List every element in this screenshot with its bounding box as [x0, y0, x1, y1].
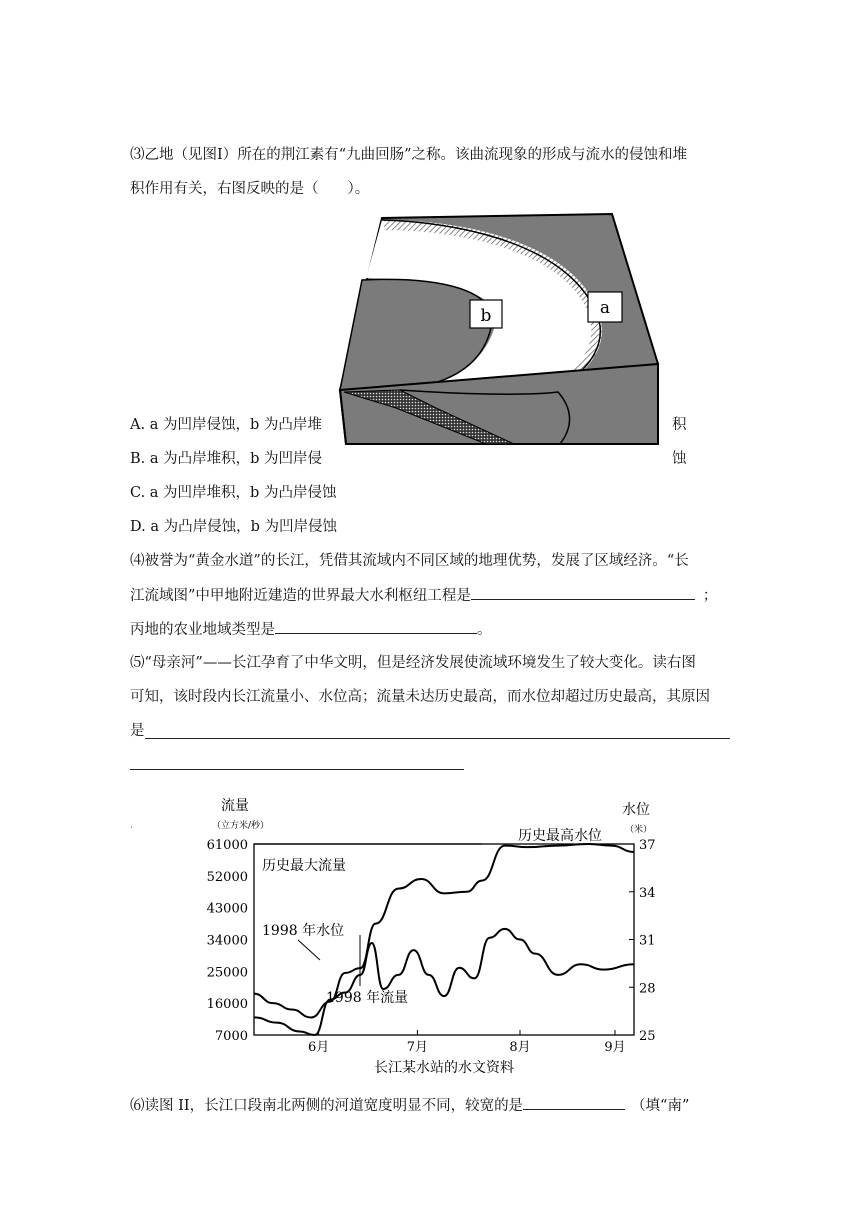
left-axis-label: 流量 [221, 798, 249, 814]
q3-text-line2: 积作用有关，右图反映的是（ ）。 [130, 181, 370, 197]
q4-line3-text: 丙地的农业地域类型是 [130, 622, 275, 638]
chart-title: 长江某水站的水文资料 [374, 1060, 514, 1076]
x-tick-label: 8月 [509, 1040, 531, 1055]
annotation-1998-level-pointer [298, 940, 320, 960]
q3-text-line1: ⑶乙地（见图Ⅰ）所在的荆江素有“九曲回肠”之称。该曲流现象的形成与流水的侵蚀和堆 [130, 147, 688, 163]
q5-answer-blank-1[interactable] [145, 738, 730, 739]
tiny-mark: · [130, 823, 133, 832]
annotation-1998-flow: 1998 年流量 [326, 990, 409, 1006]
option-b-right: 蚀 [672, 451, 687, 467]
q6-text-line1 [130, 1095, 689, 1116]
q4-text-line1: ⑷被誉为“黄金水道”的长江，凭借其流域内不同区域的地理优势，发展了区域经济。“长 [130, 553, 689, 569]
q6-line1-text: ⑹读图 II，长江口段南北两侧的河道宽度明显不同，较宽的是 [130, 1098, 524, 1114]
left-tick-label: 16000 [206, 997, 248, 1013]
option-a-left: A. a 为凹岸侵蚀，b 为凸岸堆 [130, 417, 322, 433]
left-tick-label: 25000 [206, 965, 248, 981]
label-a: a [599, 298, 611, 318]
annotation-1998-level: 1998 年水位 [262, 923, 345, 939]
right-tick-label: 28 [639, 981, 656, 997]
right-tick-label: 34 [639, 885, 656, 901]
option-b-left: B. a 为凸岸堆积，b 为凹岸侵 [130, 451, 323, 467]
q6-answer-blank[interactable] [523, 1095, 625, 1110]
q5-answer-blank-2[interactable] [130, 769, 464, 770]
left-tick-label: 61000 [206, 838, 248, 853]
x-tick-label: 9月 [604, 1040, 626, 1055]
q5-text-line2: 可知，该时段内长江流量小、水位高；流量未达历史最高，而水位却超过历史最高，其原因 [130, 689, 710, 705]
q4-line2-text: 江流域图”中甲地附近建造的世界最大水利枢纽工程是 [130, 588, 471, 604]
q4-line2-end: ； [702, 588, 718, 604]
q6-line1-end: （填“南” [631, 1098, 690, 1114]
right-tick-label: 25 [639, 1029, 656, 1044]
right-axis-label: 水位 [622, 802, 650, 818]
left-tick-label: 52000 [206, 869, 248, 885]
option-c: C. a 为凹岸堆积，b 为凸岸侵蚀 [130, 485, 337, 501]
left-tick-label: 43000 [206, 901, 248, 917]
left-axis-unit: （立方米/秒） [212, 821, 270, 831]
q4-text-line3 [130, 619, 492, 640]
q4-answer-blank-1[interactable] [471, 585, 695, 600]
right-tick-label: 37 [639, 838, 656, 853]
hydrology-chart [120, 790, 680, 1080]
q5-text-line3: 是 [130, 723, 145, 739]
q4-answer-blank-2[interactable] [275, 619, 477, 634]
q5-text-line1: ⑸“母亲河”——长江孕育了中华文明，但是经济发展使流域环境发生了较大变化。读右图 [130, 655, 696, 671]
right-axis-unit: （米） [625, 825, 653, 835]
series-flow-line [254, 929, 634, 1035]
annotation-historical-max-level: 历史最高水位 [518, 828, 602, 844]
option-d: D. a 为凸岸侵蚀，b 为凹岸侵蚀 [130, 519, 337, 535]
x-tick-label: 7月 [406, 1040, 429, 1055]
annotation-historical-max-flow: 历史最大流量 [262, 858, 346, 874]
q4-text-line2 [130, 585, 717, 606]
meander-diagram [336, 212, 662, 448]
option-a-right: 积 [672, 417, 687, 433]
left-tick-label: 34000 [206, 933, 248, 949]
label-b: b [480, 306, 492, 326]
right-tick-label: 31 [639, 933, 656, 949]
left-tick-label: 7000 [214, 1029, 248, 1044]
x-tick-label: 6月 [307, 1040, 330, 1055]
q4-line3-end: 。 [477, 622, 492, 638]
